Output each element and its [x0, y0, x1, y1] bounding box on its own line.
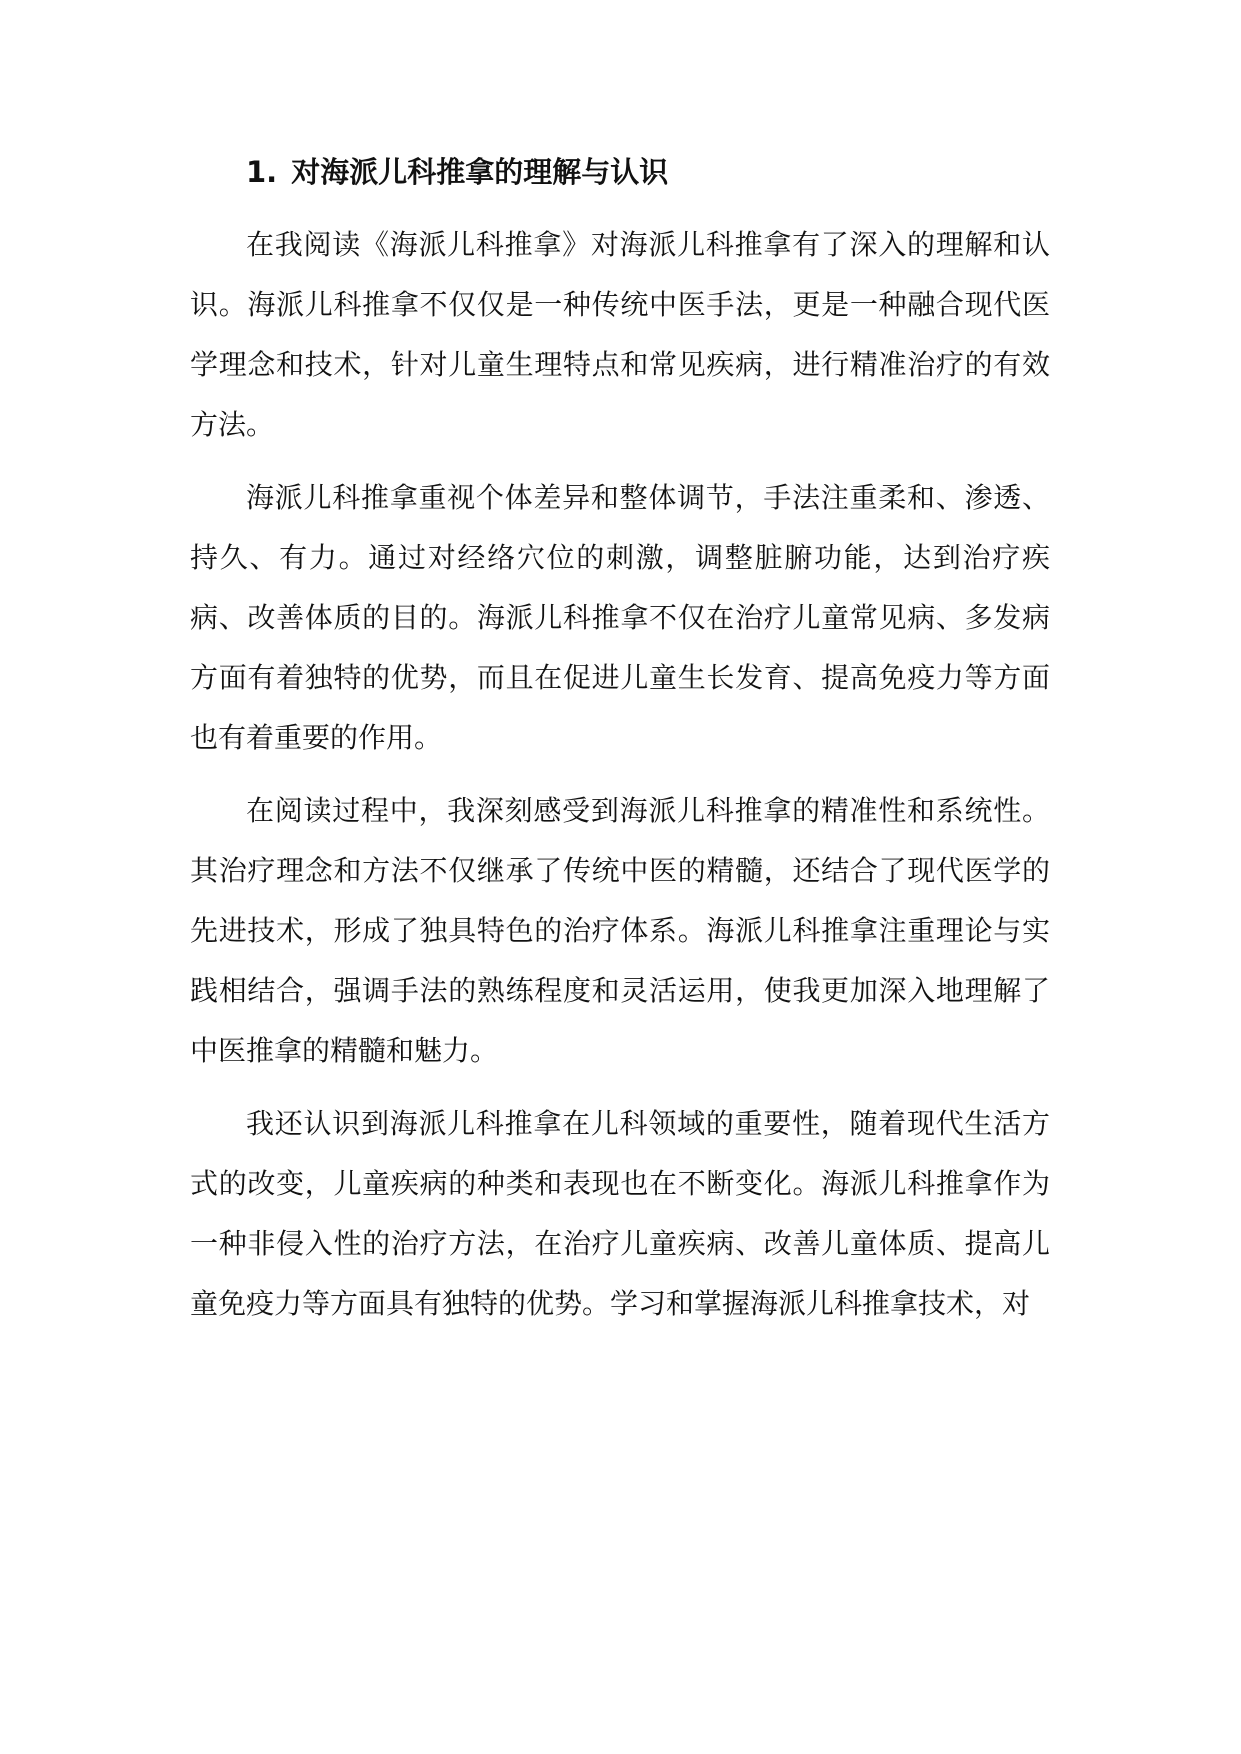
section-title: 对海派儿科推拿的理解与认识 — [291, 155, 669, 189]
paragraph-2: 海派儿科推拿重视个体差异和整体调节，手法注重柔和、渗透、持久、有力。通过对经络穴位的刺激，调整脏腑功能，达到治疗疾病、改善体质的目的。海派儿科推拿不仅在治疗儿童常见病、多发病方面有着独特的优势，而且在促进儿童生长发育、提高免疫力等方面也有着重要的作用。 — [190, 481, 1050, 754]
paragraph-4: 我还认识到海派儿科推拿在儿科领域的重要性，随着现代生活方式的改变，儿童疾病的种类和表现也在不断变化。海派儿科推拿作为一种非侵入性的治疗方法，在治疗儿童疾病、改善儿童体质、提高儿童免疫力等方面具有独特的优势。学习和掌握海派儿科推拿技术，对 — [190, 1107, 1050, 1320]
paragraph-3: 在阅读过程中，我深刻感受到海派儿科推拿的精准性和系统性。其治疗理念和方法不仅继承了传统中医的精髓，还结合了现代医学的先进技术，形成了独具特色的治疗体系。海派儿科推拿注重理论与实践相结合，强调手法的熟练程度和灵活运用，使我更加深入地理解了中医推拿的精髓和魅力。 — [190, 794, 1050, 1067]
section-heading — [246, 150, 668, 194]
paragraph-1: 在我阅读《海派儿科推拿》对海派儿科推拿有了深入的理解和认识。海派儿科推拿不仅仅是一种传统中医手法，更是一种融合现代医学理念和技术，针对儿童生理特点和常见疾病，进行精准治疗的有效方法。 — [190, 228, 1050, 441]
body-text — [190, 215, 1050, 1334]
section-number: 1. — [246, 155, 278, 189]
